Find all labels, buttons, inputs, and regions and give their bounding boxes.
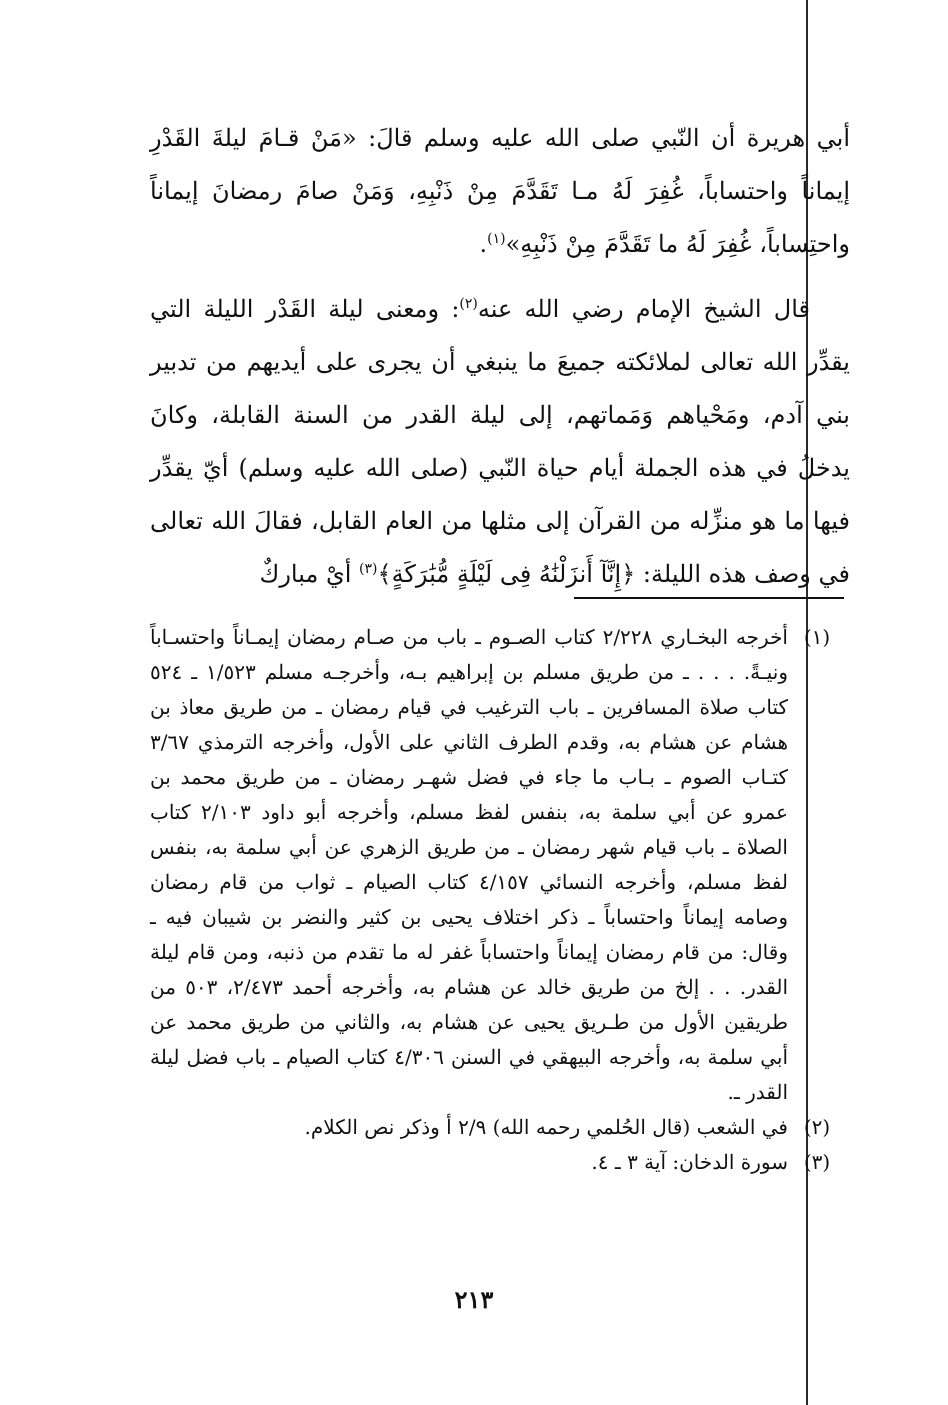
paragraph-1-end: . (479, 230, 488, 258)
footnote-ref-2: (٢) (459, 296, 478, 312)
footnote-number: (٢) (803, 1115, 831, 1139)
footnote-number: (٣) (803, 1150, 831, 1174)
footnote-text: أخرجه البخـاري ٢/٢٢٨ كتاب الصـوم ـ باب من صـام رمضان إيمـاناً واحتسـاباً ونيـةً. . . . ـ من طريق مسلم بن إبراهيم بـه، وأخرجـه مسلم ١/٥٢٣ ـ ٥٢٤ كتاب صلاة المسافرين ـ باب الترغيب في قيام رمضان ـ من طريق معاذ بن هشام عن هشام به، وقدم الطرف الثاني على الأول، وأخرجه الترمذي ٣/٦٧ كتـاب الصوم ـ بـاب ما جاء في فضل شهـر رمضان ـ من طريق محمد بن عمرو عن أبي سلمة به، بنفس لفظ مسلم، وأخرجه أبو داود ٢/١٠٣ كتاب الصلاة ـ باب قيام شهر رمضان ـ من طريق الزهري عن أبي سلمة به، بنفس لفظ مسلم، وأخرجه النسائي ٤/١٥٧ كتاب الصيام ـ ثواب من قام رمضان وصامه إيماناً واحتساباً ـ ذكر اختلاف يحيى بن كثير والنضر بن شيبان فيه ـ وقال: من قام رمضان إيماناً واحتساباً غفر له ما تقدم من ذنبه، ومن قام ليلة القدر. . . إلخ من طريق خالد عن هشام به، وأخرجه أحمد ٢/٤٧٣، ٥٠٣ من طريقين الأول من طـريق يحيى عن هشام به، والثاني من طريق محمد عن أبي سلمة به، وأخرجه البيهقي في السنن ٤/٣٠٦ كتاب الصيام ـ باب فضل ليلة القدر ـ. (150, 625, 789, 1104)
paragraph-2-text-b: : ومعنى ليلة القَدْر الليلة التي يقدِّر الله تعالى لملائكته جميعَ ما ينبغي أن يجرى على أيديهم من تدبير بني آدم، ومَحْياهم وَمَماتهم، إلى ليلة القدر من السنة القابلة، وكانَ يدخلُ في هذه الجملة أيام حياة النّبي (صلى الله عليه وسلم) أيّ يقدِّر فيها ما هو منزِّله من القرآن إلى مثلها من العام القابل، فقالَ الله تعالى في وصف هذه الليلة: ﴿إِنَّآ أَنزَلْنَٰهُ فِى لَيْلَةٍ مُّبَٰرَكَةٍ﴾ (150, 295, 850, 588)
page-number: ٢١٣ (454, 1285, 494, 1314)
footnote-1 (150, 620, 846, 1110)
paragraph-2-text-c: أيْ مباركٌ (259, 560, 360, 588)
footnote-text: في الشعب (قال الحُلمي رحمه الله) ٢/٩ أ وذكر نص الكلام. (304, 1115, 788, 1139)
footnote-ref-1: (١) (487, 231, 506, 247)
footnote-3 (150, 1145, 846, 1180)
paragraph-1-text: أبي هريرة أن النّبي صلى الله عليه وسلم قالَ: «مَنْ قـامَ ليلةَ القَدْرِ إيماناً واحتساباً، غُفِرَ لَهُ مـا تَقَدَّمَ مِنْ ذَنْبِهِ، وَمَنْ صامَ رمضانَ إيماناً واحتِساباً، غُفِرَ لَهُ ما تَقَدَّمَ مِنْ ذَنْبِهِ» (150, 124, 850, 258)
footnote-separator (574, 597, 844, 599)
footnote-ref-3: (٣) (359, 561, 378, 577)
paragraph-2-text-a: قال الشيخ الإمام رضي الله عنه (477, 295, 810, 323)
paragraph-2 (150, 283, 850, 601)
paragraph-1 (150, 112, 850, 271)
footnote-2 (150, 1110, 846, 1145)
footnotes (150, 620, 846, 1180)
main-body-text (150, 112, 850, 601)
footnote-number: (١) (803, 625, 831, 649)
footnote-text: سورة الدخان: آية ٣ ـ ٤. (591, 1150, 788, 1174)
